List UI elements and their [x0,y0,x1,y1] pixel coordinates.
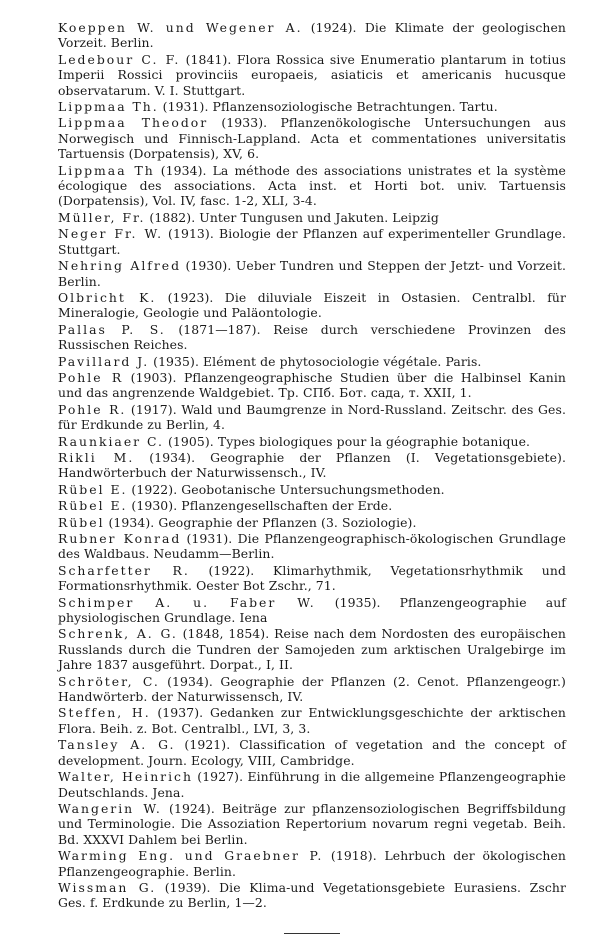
reference-text: (1939). Die Klima-und Vegetationsgebiete Eurasiens. Zschr Ges. f. Erdkunde zu Berlin, 1—2. [58,879,566,911]
reference-text: (1882). Unter Tungusen und Jakuten. Leipzig [149,209,439,225]
reference-author: Tansley A. G. [58,737,176,753]
reference-list [58,20,566,911]
reference-author: Schrenk, A. G. [58,626,178,642]
reference-author: Rübel E. [58,498,128,514]
reference-entry [58,482,566,497]
reference-entry [58,290,566,321]
reference-entry [58,370,566,401]
reference-entry [58,563,566,594]
reference-text: (1933). Pflanzenökologische Untersuchungen aus Norwegisch und Finnisch-Lappland. Acta et commentationes universitatis Tartuensis (Dorpatensis), XV, 6. [58,115,566,162]
reference-entry [58,20,566,51]
reference-author: Warming Eng. und Graebner P. [58,848,324,864]
reference-author: Koeppen W. und Wegener A. [58,20,303,35]
reference-text: (1917). Wald und Baumgrenze in Nord-Russland. Zeitschr. des Ges. für Erdkunde zu Berlin, 4. [58,401,566,433]
reference-text: (1921). Classification of vegetation and the concept of development. Journ. Ecology, VIII, Cambridge. [58,737,566,768]
reference-entry [58,515,566,530]
reference-author: Pohle R. [58,401,127,417]
reference-text: (1934). Geographie der Pflanzen (2. Cenot. Pflanzengeogr.) Handwörterb. der Naturwissensch, IV. [58,673,566,705]
reference-text: (1934). Geographie der Pflanzen (3. Soziologie). [108,514,417,530]
reference-entry [58,450,566,481]
reference-author: Rübel [58,514,105,530]
reference-author: Pallas P. S. [58,321,166,337]
reference-entry [58,163,566,209]
reference-author: Wissman G. [58,879,157,895]
reference-author: Lippmaa Theodor [58,115,209,131]
reference-text: (1930). Ueber Tundren und Steppen der Jetzt- und Vorzeit. Berlin. [58,258,566,289]
reference-author: Scharfetter R. [58,562,190,578]
reference-author: Rubner Konrad [58,531,182,546]
reference-entry [58,210,566,225]
reference-entry [58,880,566,911]
reference-text: (1930). Pflanzengesellschaften der Erde. [131,498,393,514]
reference-text: (1935). Pflanzengeographie auf physiologischen Grundlage. Iena [58,594,566,626]
reference-text: (1918). Lehrbuch der ökologischen Pflanzengeographie. Berlin. [58,848,566,879]
reference-author: Rikli M. [58,449,135,465]
reference-entry [58,354,566,369]
reference-text: (1903). Pflanzengeographische Studien über die Halbinsel Kanin und das angrenzende Waldgebiet. Тр. СПб. Бот. сада, т. XXII, 1. [58,369,566,401]
reference-entry [58,674,566,705]
reference-text: (1922). Klimarhythmik, Vegetationsrhythmik und Formationsrhythmik. Oester Bot Zschr., 71. [58,562,566,594]
reference-entry [58,52,566,98]
reference-text: (1935). Elément de phytosociologie végétale. Paris. [153,353,482,369]
reference-text: (1934). La méthode des associations unistrates et la système écologique des associations. Acta inst. et Horti bot. univ. Tartuensis (Dorpatensis), Vol. IV, fasc. 1-2, XLI, 3-4. [58,162,566,209]
reference-text: (1923). Die diluviale Eiszeit in Ostasien. Centralbl. für Mineralogie, Geologie und Paläontologie. [58,289,566,321]
reference-entry [58,595,566,626]
reference-text: (1934). Geographie der Pflanzen (I. Vegetationsgebiete). Handwörterbuch der Naturwissensch., IV. [58,449,566,481]
reference-entry [58,801,566,847]
reference-text: (1937). Gedanken zur Entwicklungsgeschichte der arktischen Flora. Beih. z. Bot. Centralbl., LVI, 3, 3. [58,705,566,736]
reference-entry [58,115,566,161]
reference-author: Wangerin W. [58,800,162,816]
reference-author: Raunkiaer C. [58,433,164,449]
reference-entry [58,498,566,513]
reference-text: (1924). Beiträge zur pflanzensoziologischen Begriffsbildung und Terminologie. Die Assoziation Repertorium novarum regni vegetab. Beih. Bd. XXXVI Dahlem bei Berlin. [58,800,566,847]
reference-author: Walter, Heinrich [58,769,193,785]
reference-author: Nehring Alfred [58,258,182,274]
reference-author: Ledebour C. F. [58,51,181,67]
reference-author: Steffen, H. [58,705,151,721]
reference-text: (1871—187). Reise durch verschiedene Provinzen des Russischen Reiches. [58,321,566,353]
reference-entry [58,705,566,736]
reference-text: (1931). Pflanzensoziologische Betrachtungen. Tartu. [162,99,498,115]
reference-text: (1841). Flora Rossica sive Enumeratio plantarum in totius Imperii Rossici provinciis europaeis, asiaticis et americanis hucusque observatarum. V. I. Stuttgart. [58,51,566,98]
reference-entry [58,531,566,562]
reference-text: (1913). Biologie der Pflanzen auf experimenteller Grundlage. Stuttgart. [58,226,567,257]
reference-entry [58,848,566,879]
reference-author: Pavillard J. [58,353,150,369]
reference-entry [58,402,566,433]
reference-entry [58,226,566,257]
reference-text: (1905). Types biologiques pour la géographie botanique. [167,433,531,449]
reference-entry [58,626,566,672]
reference-author: Lippmaa Th [58,162,155,178]
reference-text: (1927). Einführung in die allgemeine Pflanzengeographie Deutschlands. Jena. [58,769,566,800]
reference-author: Olbricht K. [58,289,157,305]
reference-entry [58,769,566,800]
reference-author: Schimper A. u. Faber W. [58,594,316,610]
reference-author: Lippmaa Th. [58,99,159,115]
reference-text: (1924). Die Klimate der geologischen Vorzeit. Berlin. [58,20,566,51]
reference-entry [58,258,566,289]
reference-author: Rübel E. [58,481,128,497]
reference-author: Schröter, C. [58,673,160,689]
reference-entry [58,737,566,768]
reference-author: Müller, Fr. [58,209,146,225]
reference-entry [58,322,566,353]
reference-text: (1848, 1854). Reise nach dem Nordosten des europäischen Russlands durch die Tundren der Samojeden zum arktischen Uralgebirge im Jahre 1837 ausgeführt. Dorpat., I, II. [58,626,566,673]
reference-text: (1922). Geobotanische Untersuchungsmethoden. [131,481,445,497]
reference-entry [58,99,566,114]
reference-entry [58,434,566,449]
reference-text: (1931). Die Pflanzengeographisch-ökologischen Grundlage des Waldbaus. Neudamm—Berlin. [58,531,566,562]
reference-author: Pohle R [58,369,124,385]
reference-author: Neger Fr. W. [58,226,164,242]
